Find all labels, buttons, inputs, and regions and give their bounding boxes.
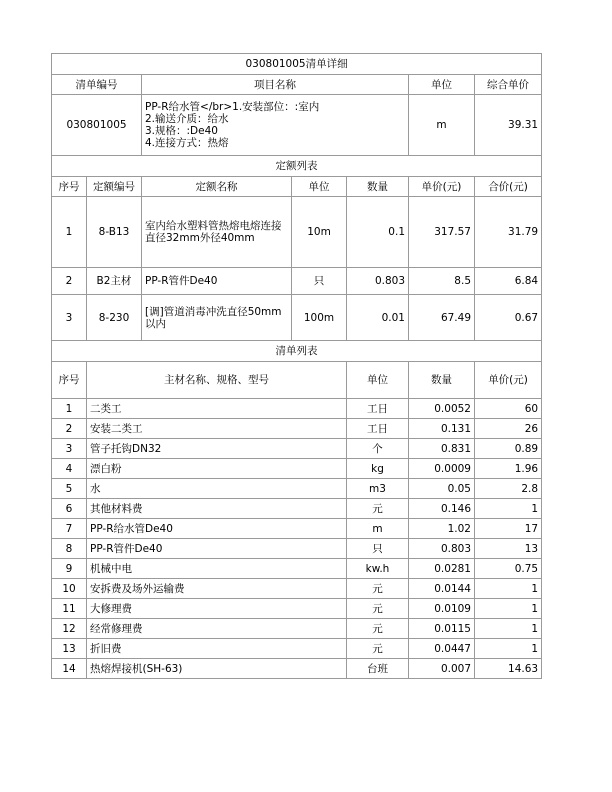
- material-no: 12: [52, 619, 87, 639]
- quota-price-header: 单价(元): [409, 177, 475, 197]
- quota-qty-header: 数量: [347, 177, 409, 197]
- bill-description: [142, 95, 409, 156]
- bill-price: 39.31: [475, 95, 542, 156]
- material-name: 机械中电: [87, 559, 347, 579]
- quota-name-header: 定额名称: [142, 177, 292, 197]
- material-row: [52, 399, 542, 419]
- bill-code-header: 清单编号: [52, 75, 142, 95]
- material-unit: kw.h: [347, 559, 409, 579]
- material-unit: 元: [347, 499, 409, 519]
- material-price: 2.8: [475, 479, 542, 499]
- bill-detail-table: [51, 53, 542, 679]
- quota-no: 1: [52, 197, 87, 268]
- material-name: 水: [87, 479, 347, 499]
- material-qty-header: 数量: [409, 362, 475, 399]
- material-qty: 0.0447: [409, 639, 475, 659]
- material-price-header: 单价(元): [475, 362, 542, 399]
- material-name-header: 主材名称、规格、型号: [87, 362, 347, 399]
- material-row: [52, 539, 542, 559]
- material-qty: 0.803: [409, 539, 475, 559]
- material-no-header: 序号: [52, 362, 87, 399]
- quota-row: [52, 268, 542, 295]
- quota-unit: 只: [292, 268, 347, 295]
- material-row: [52, 559, 542, 579]
- quota-total-header: 合价(元): [475, 177, 542, 197]
- quota-no-header: 序号: [52, 177, 87, 197]
- material-name: 折旧费: [87, 639, 347, 659]
- material-row: [52, 619, 542, 639]
- quota-qty: 0.803: [347, 268, 409, 295]
- material-price: 1: [475, 599, 542, 619]
- bill-description-line: 4.连接方式：热熔: [145, 137, 229, 149]
- material-name: 二类工: [87, 399, 347, 419]
- material-qty: 0.831: [409, 439, 475, 459]
- material-unit: 元: [347, 619, 409, 639]
- material-no: 11: [52, 599, 87, 619]
- material-no: 8: [52, 539, 87, 559]
- material-qty: 0.0281: [409, 559, 475, 579]
- material-unit: 元: [347, 599, 409, 619]
- bill-unit-header: 单位: [409, 75, 475, 95]
- quota-code: 8-230: [87, 295, 142, 341]
- material-unit: m: [347, 519, 409, 539]
- quota-total: 31.79: [475, 197, 542, 268]
- material-name: 经常修理费: [87, 619, 347, 639]
- bill-description-line: 2.输送介质：给水: [145, 113, 229, 125]
- material-unit: 元: [347, 639, 409, 659]
- quota-price: 8.5: [409, 268, 475, 295]
- material-row: [52, 579, 542, 599]
- bill-unit: m: [409, 95, 475, 156]
- quota-total: 6.84: [475, 268, 542, 295]
- bill-price-header: 综合单价: [475, 75, 542, 95]
- material-price: 13: [475, 539, 542, 559]
- material-row: [52, 659, 542, 679]
- quota-code: 8-B13: [87, 197, 142, 268]
- material-no: 1: [52, 399, 87, 419]
- material-price: 60: [475, 399, 542, 419]
- bill-code: 030801005: [52, 95, 142, 156]
- material-no: 14: [52, 659, 87, 679]
- page-title: 030801005清单详细: [52, 54, 542, 75]
- material-no: 5: [52, 479, 87, 499]
- material-row: [52, 439, 542, 459]
- quota-unit: 100m: [292, 295, 347, 341]
- material-name: 安拆费及场外运输费: [87, 579, 347, 599]
- material-qty: 1.02: [409, 519, 475, 539]
- material-no: 13: [52, 639, 87, 659]
- material-qty: 0.0109: [409, 599, 475, 619]
- bill-description-line: 3.规格：:De40: [145, 125, 218, 137]
- material-price: 26: [475, 419, 542, 439]
- quota-row: [52, 197, 542, 268]
- material-price: 17: [475, 519, 542, 539]
- quota-no: 2: [52, 268, 87, 295]
- material-row: [52, 499, 542, 519]
- material-no: 4: [52, 459, 87, 479]
- quota-unit-header: 单位: [292, 177, 347, 197]
- quota-price: 317.57: [409, 197, 475, 268]
- quota-total: 0.67: [475, 295, 542, 341]
- material-name: 安装二类工: [87, 419, 347, 439]
- material-price: 1: [475, 579, 542, 599]
- quota-no: 3: [52, 295, 87, 341]
- material-no: 3: [52, 439, 87, 459]
- material-unit: 个: [347, 439, 409, 459]
- bill-description-line: PP-R给水管</br>1.安装部位：:室内: [145, 101, 320, 113]
- material-price: 14.63: [475, 659, 542, 679]
- quota-row: [52, 295, 542, 341]
- material-section-title: 清单列表: [52, 341, 542, 362]
- material-row: [52, 459, 542, 479]
- quota-name: [调]管道消毒冲洗直径50mm以内: [142, 295, 292, 341]
- material-name: 其他材料费: [87, 499, 347, 519]
- material-qty: 0.007: [409, 659, 475, 679]
- material-row: [52, 599, 542, 619]
- quota-name: PP-R管件De40: [142, 268, 292, 295]
- quota-price: 67.49: [409, 295, 475, 341]
- material-no: 7: [52, 519, 87, 539]
- material-name: 热熔焊接机(SH-63): [87, 659, 347, 679]
- material-qty: 0.146: [409, 499, 475, 519]
- quota-code: B2主材: [87, 268, 142, 295]
- quota-name: 室内给水塑料管热熔电熔连接直径32mm外径40mm: [142, 197, 292, 268]
- material-price: 1: [475, 499, 542, 519]
- material-qty: 0.0144: [409, 579, 475, 599]
- material-no: 2: [52, 419, 87, 439]
- material-row: [52, 479, 542, 499]
- material-unit: 工日: [347, 419, 409, 439]
- material-unit: m3: [347, 479, 409, 499]
- material-name: 漂白粉: [87, 459, 347, 479]
- material-name: PP-R给水管De40: [87, 519, 347, 539]
- material-qty: 0.0115: [409, 619, 475, 639]
- bill-name-header: 项目名称: [142, 75, 409, 95]
- material-price: 1: [475, 619, 542, 639]
- material-price: 1: [475, 639, 542, 659]
- quota-section-title: 定额列表: [52, 156, 542, 177]
- quota-unit: 10m: [292, 197, 347, 268]
- material-qty: 0.05: [409, 479, 475, 499]
- material-price: 0.89: [475, 439, 542, 459]
- material-name: PP-R管件De40: [87, 539, 347, 559]
- material-unit: 工日: [347, 399, 409, 419]
- quota-code-header: 定额编号: [87, 177, 142, 197]
- material-unit-header: 单位: [347, 362, 409, 399]
- material-qty: 0.0009: [409, 459, 475, 479]
- material-unit: 元: [347, 579, 409, 599]
- material-qty: 0.0052: [409, 399, 475, 419]
- material-no: 6: [52, 499, 87, 519]
- material-name: 管子托钩DN32: [87, 439, 347, 459]
- material-name: 大修理费: [87, 599, 347, 619]
- material-qty: 0.131: [409, 419, 475, 439]
- material-row: [52, 419, 542, 439]
- quota-qty: 0.1: [347, 197, 409, 268]
- material-row: [52, 519, 542, 539]
- material-price: 0.75: [475, 559, 542, 579]
- material-unit: 只: [347, 539, 409, 559]
- material-unit: kg: [347, 459, 409, 479]
- material-row: [52, 639, 542, 659]
- material-unit: 台班: [347, 659, 409, 679]
- material-price: 1.96: [475, 459, 542, 479]
- material-no: 10: [52, 579, 87, 599]
- material-no: 9: [52, 559, 87, 579]
- quota-qty: 0.01: [347, 295, 409, 341]
